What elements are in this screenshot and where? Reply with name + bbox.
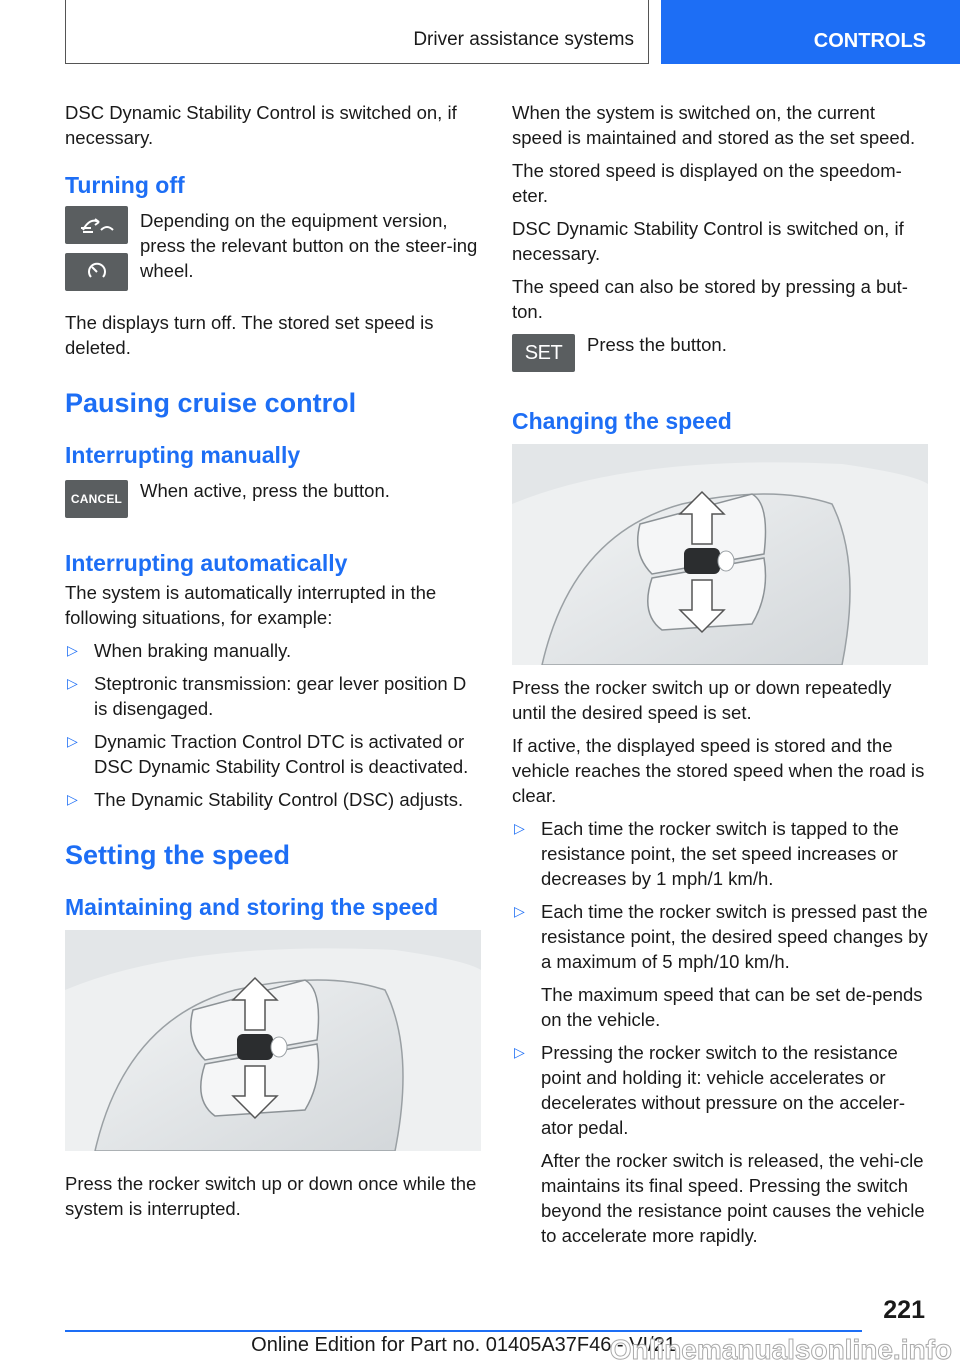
footer-rule — [65, 1330, 862, 1332]
list-item: ▷ The Dynamic Stability Control (DSC) adjusts. — [67, 789, 464, 810]
changing-bullets — [512, 816, 928, 1248]
turning-off-text: Depending on the equipment version, press the relevant button on the steer-ing wheel. — [140, 210, 478, 281]
triangle-bullet-icon: ▷ — [514, 820, 525, 836]
list-item: ▷ Dynamic Traction Control DTC is activated or DSC Dynamic Stability Control is deactivated. — [67, 731, 469, 777]
heading-changing-speed: Changing the speed — [512, 408, 732, 434]
heading-interrupting-automatically: Interrupting automatically — [65, 550, 348, 576]
cancel-block — [65, 478, 481, 524]
auto-bullets — [65, 638, 481, 812]
auto-text: The system is automatically interrupted in the following situations, for example: — [65, 582, 437, 628]
watermark: Onlinemanualsonline.info — [609, 1334, 952, 1365]
cancel-button-icon — [65, 480, 128, 518]
intro-paragraph: DSC Dynamic Stability Control is switched on, if necessary. — [65, 102, 457, 148]
triangle-bullet-icon: ▷ — [514, 1044, 525, 1060]
triangle-bullet-icon: ▷ — [514, 903, 525, 919]
cruise-control-icon — [65, 206, 128, 244]
triangle-bullet-icon: ▷ — [67, 733, 78, 749]
section-title: Driver assistance systems — [413, 29, 634, 50]
set-label: SET — [524, 341, 563, 364]
changing-paragraph-2: If active, the displayed speed is stored and the vehicle reaches the stored speed when the road is clear. — [512, 735, 925, 806]
triangle-bullet-icon: ▷ — [67, 675, 78, 691]
set-button-icon — [512, 334, 575, 372]
page-number: 221 — [883, 1296, 925, 1324]
left-column — [65, 100, 481, 1229]
chapter-tab[interactable] — [661, 0, 960, 64]
right-paragraph-2: The stored speed is displayed on the speedom-eter. — [512, 160, 902, 206]
bullet-sub-paragraph: After the rocker switch is released, the vehi-cle maintains its final speed. Pressing the switch beyond the resistance point causes the vehicle to accelerate more rapidly. — [541, 1150, 925, 1246]
right-paragraph-3: DSC Dynamic Stability Control is switched on, if necessary. — [512, 218, 904, 264]
set-text: Press the button. — [587, 334, 727, 355]
bullet-sub-paragraph: The maximum speed that can be set de-pends on the vehicle. — [541, 984, 923, 1030]
list-item: ▷ When braking manually. — [67, 640, 292, 661]
interrupted-caption: Press the rocker switch up or down once while the system is interrupted. — [65, 1173, 477, 1219]
heading-interrupting-manually: Interrupting manually — [65, 442, 301, 468]
running-header — [65, 0, 649, 64]
right-paragraph-4: The speed can also be stored by pressing a but-ton. — [512, 276, 908, 322]
rocker-switch-figure-changing — [512, 444, 928, 665]
list-item: ▷ Each time the rocker switch is tapped to the resistance point, the set speed increases or decreases by 1 mph/1 km/h. — [514, 818, 899, 889]
turning-off-after: The displays turn off. The stored set speed is deleted. — [65, 312, 434, 358]
list-item: ▷ Pressing the rocker switch to the resistance point and holding it: vehicle accelerates or decelerates without pressure on the acceler-ator pedal. After the rocker switch is released, the vehi-cle maintains its final speed. Pressing the switch beyond the resistance point causes the vehicle to accelerate more rapidly. — [512, 1040, 928, 1248]
set-block — [512, 332, 928, 378]
turning-off-block — [65, 208, 481, 300]
cancel-text: When active, press the button. — [140, 480, 390, 501]
right-column — [512, 100, 928, 1256]
footer-edition: Online Edition for Part no. 01405A37F46 - VI/21 — [251, 1334, 676, 1356]
icon-stack-set — [512, 334, 575, 381]
heading-pausing: Pausing cruise control — [65, 388, 357, 418]
triangle-bullet-icon: ▷ — [67, 642, 78, 658]
changing-paragraph-1: Press the rocker switch up or down repeatedly until the desired speed is set. — [512, 677, 892, 723]
heading-turning-off: Turning off — [65, 172, 185, 198]
speed-limiter-icon — [65, 253, 128, 291]
heading-maintaining-storing: Maintaining and storing the speed — [65, 894, 439, 920]
chapter-tab-label: CONTROLS — [813, 30, 926, 52]
icon-stack — [65, 206, 128, 300]
list-item: ▷ Each time the rocker switch is pressed past the resistance point, the desired speed changes by a maximum of 5 mph/10 km/h. The maximum speed that can be set de-pends on the vehicle. — [514, 901, 928, 1030]
heading-setting-speed: Setting the speed — [65, 840, 291, 870]
right-paragraph-1: When the system is switched on, the current speed is maintained and stored as the set speed. — [512, 102, 916, 148]
list-item: ▷ Steptronic transmission: gear lever position D is disengaged. — [67, 673, 467, 719]
cancel-label: CANCEL — [70, 492, 123, 506]
triangle-bullet-icon: ▷ — [67, 791, 78, 807]
icon-stack-cancel — [65, 480, 128, 527]
rocker-switch-figure-interrupted — [65, 930, 481, 1151]
